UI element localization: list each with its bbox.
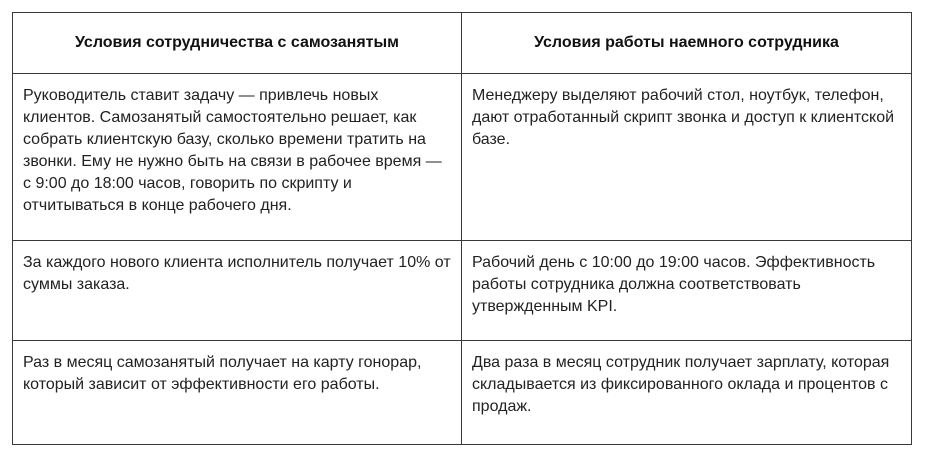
- table-row: [13, 341, 912, 445]
- cell-employee: Менеджеру выделяют рабочий стол, ноутбук, телефон, дают отработанный скрипт звонка и доступ к клиентской базе.: [462, 74, 912, 241]
- header-row: [13, 13, 912, 74]
- table-row: [13, 74, 912, 241]
- header-employee: Условия работы наемного сотрудника: [462, 13, 912, 74]
- table-row: [13, 241, 912, 341]
- cell-self-employed: За каждого нового клиента исполнитель получает 10% от суммы заказа.: [13, 241, 462, 341]
- cell-self-employed: Раз в месяц самозанятый получает на карту гонорар, который зависит от эффективности его работы.: [13, 341, 462, 445]
- cell-self-employed: Руководитель ставит задачу — привлечь новых клиентов. Самозанятый самостоятельно решает, как собрать клиентскую базу, сколько времени тратить на звонки. Ему не нужно быть на связи в рабочее время — с 9:00 до 18:00 часов, говорить по скрипту и отчитываться в конце рабочего дня.: [13, 74, 462, 241]
- cell-employee: Два раза в месяц сотрудник получает зарплату, которая складывается из фиксированного оклада и процентов с продаж.: [462, 341, 912, 445]
- header-self-employed: Условия сотрудничества с самозанятым: [13, 13, 462, 74]
- comparison-table: [12, 12, 912, 445]
- cell-employee: Рабочий день с 10:00 до 19:00 часов. Эффективность работы сотрудника должна соответствовать утвержденным KPI.: [462, 241, 912, 341]
